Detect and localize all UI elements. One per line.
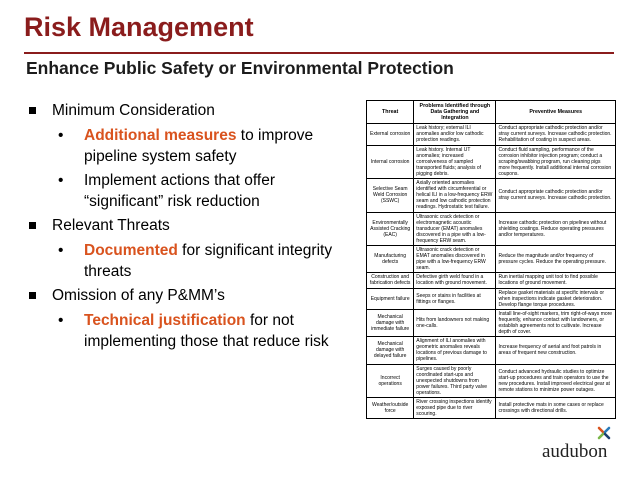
highlight-text: Additional measures [84,127,237,144]
problem-cell: River crossing inspections identify exposed pipe due to river scouring. [414,398,496,419]
title-divider [24,52,614,54]
table-row [367,179,616,212]
table-row [367,245,616,272]
measure-cell: Conduct appropriate cathodic protection and/or stray current surveys. Increase cathodic protection. [496,179,616,212]
threat-cell: Mechanical damage with immediate failure [367,309,414,336]
threat-cell: Weather/outside force [367,398,414,419]
threat-cell: Mechanical damage with delayed failure [367,337,414,364]
threat-cell: Manufacturing defects [367,245,414,272]
threat-cell: Construction and fabrication defects [367,273,414,288]
sub-bullet-additional-measures: • Additional measures to improve pipeline system safety [26,125,356,167]
table-row [367,212,616,245]
sub-bullet-technical-justification: • Technical justification for not implementing those that reduce risk [26,310,356,352]
problem-cell: Leak history; external ILI anomalies and/or low cathodic protection readings. [414,124,496,145]
sub-bullet-implement-actions: • Implement actions that offer “significant” risk reduction [26,170,356,212]
table-row [367,124,616,145]
threat-cell: Selective Seam Weld Corrosion (SSWC) [367,179,414,212]
threat-cell: Internal corrosion [367,145,414,178]
problem-cell: Hits from landowners not making one-calls. [414,309,496,336]
page-title: Risk Management [24,12,254,42]
cross-star-icon [596,425,612,441]
measure-cell: Install line-of-sight markers, trim right-of-ways more frequently, enhance contact with landowners, or establish agreements not to cultivate. Increase depth of cover. [496,309,616,336]
threat-cell: Incorrect operations [367,364,414,397]
measure-cell: Increase cathodic protection on pipelines without shielding coatings. Reduce operating pressures and/or temperatures. [496,212,616,245]
table-row [367,288,616,309]
bullet-omission: Omission of any P&MM’s [26,285,356,306]
sub-bullet-documented: • Documented for significant integrity threats [26,240,356,282]
measure-cell: Run inertial mapping unit tool to find possible locations of ground movement. [496,273,616,288]
bullet-list [26,100,356,355]
threat-cell: Equipment failure [367,288,414,309]
problem-cell: Defective girth weld found in a location with ground movement. [414,273,496,288]
measure-cell: Reduce the magnitude and/or frequency of pressure cycles. Reduce the operating pressure. [496,245,616,272]
header-threat: Threat [367,101,414,124]
table-row [367,364,616,397]
threat-cell: Environmentally Assisted Cracking (EAC) [367,212,414,245]
header-preventive-measures: Preventive Measures [496,101,616,124]
problem-cell: Leak history. Internal UT anomalies; increased corrosiveness of sampled transported fluids; analysis of pigging debris. [414,145,496,178]
threat-cell: External corrosion [367,124,414,145]
audubon-logo-text: audubon [542,441,608,462]
measure-cell: Conduct fluid sampling, performance of the corrosion inhibitor injection program; conduct a scraping/swabbing program, run cleaning pigs more frequently. Install additional internal corrosion coupons. [496,145,616,178]
page-subtitle: Enhance Public Safety or Environmental Protection [26,58,454,78]
measure-cell: Conduct appropriate cathodic protection and/or stray current surveys. Increase cathodic protection. Rehabilitation of coating in suspect areas. [496,124,616,145]
bullet-minimum-consideration: Minimum Consideration [26,100,356,121]
threat-measures-table [366,100,616,419]
table-row [367,145,616,178]
measure-cell: Increase frequency of aerial and foot patrols in areas of frequent new construction. [496,337,616,364]
table-row [367,309,616,336]
measure-cell: Install protective mats in some cases or replace crossings with directional drills. [496,398,616,419]
table-row [367,337,616,364]
problem-cell: Surges caused by poorly coordinated start-ups and unexpected shutdowns from power failures. Third party valve operations. [414,364,496,397]
table-row [367,273,616,288]
bullet-relevant-threats: Relevant Threats [26,215,356,236]
problem-cell: Ultrasonic crack detection or EMAT anomalies discovered in pipe with a low-frequency ERW seam. [414,245,496,272]
problem-cell: Seeps or stains in facilities at fittings or flanges. [414,288,496,309]
measure-cell: Conduct advanced hydraulic studies to optimize start-up procedures and train operators to use the new procedures. Install improved electrical gear at remote stations to minimize power outages. [496,364,616,397]
measure-cell: Replace gasket materials at specific intervals or when inspections indicate gasket deterioration. Develop flange torque procedures. [496,288,616,309]
problem-cell: Alignment of ILI anomalies with geometric anomalies reveals locations of previous damage to pipelines. [414,337,496,364]
highlight-text: Technical justification [84,312,246,329]
highlight-text: Documented [84,242,178,259]
problem-cell: Axially oriented anomalies identified with circumferential or helical ILI in a low-frequency ERW seam and low cathodic protection readings. Hydrostatic test failure. [414,179,496,212]
table-header-row [367,101,616,124]
table-row [367,398,616,419]
problem-cell: Ultrasonic crack detection or electromagnetic acoustic transducer (EMAT) anomalies discovered in a pipe with a low-frequency ERW seam. [414,212,496,245]
header-problems: Problems Identified through Data Gathering and Integration [414,101,496,124]
